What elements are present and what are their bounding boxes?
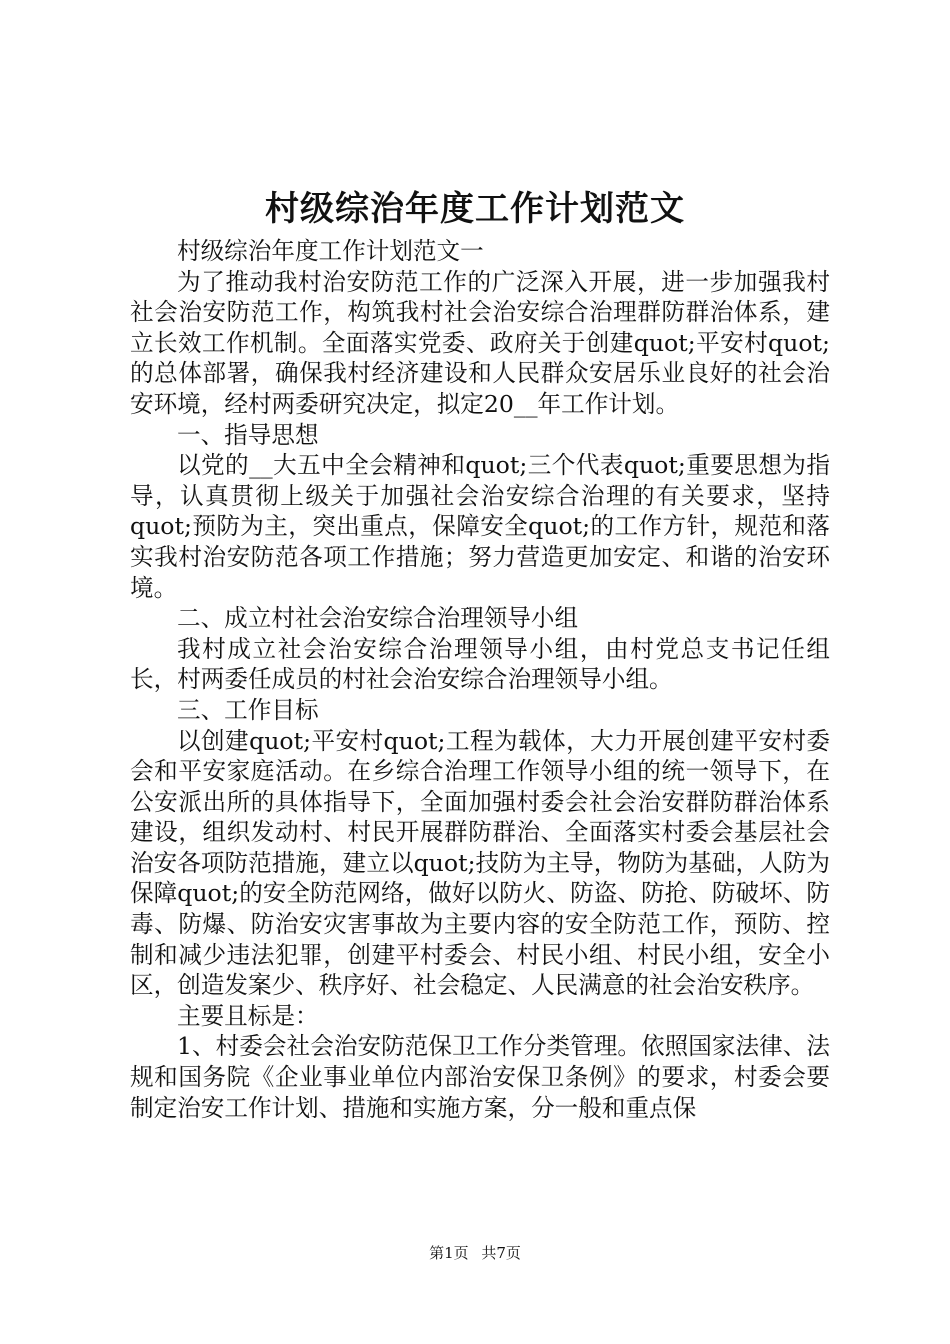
document-title: 村级综治年度工作计划范文 <box>265 189 685 229</box>
section-heading-work-goals: 三、工作目标 <box>177 695 319 724</box>
paragraph-main-goals-label: 主要且标是： <box>177 1001 319 1030</box>
page-number-total: 共7页 <box>481 1244 521 1262</box>
section-heading-guiding-ideology: 一、指导思想 <box>177 420 319 449</box>
paragraph-goal-1: 1、村委会社会治安防范保卫工作分类管理。依照国家法律、法规和国务院《企业事业单位内部治安保卫条例》的要求，村委会要制定治安工作计划、措施和实施方案，分一般和重点保 <box>130 1032 830 1122</box>
paragraph-guiding-ideology: 以党的__大五中全会精神和quot;三个代表quot;重要思想为指导，认真贯彻上级关于加强社会治安综合治理的有关要求，坚持quot;预防为主，突出重点，保障安全quot;的工作方针，规范和落实我村治安防范各项工作措施；努力营造更加安定、和谐的治安环境。 <box>130 451 830 602</box>
page-footer <box>0 1243 950 1263</box>
paragraph-intro: 为了推动我村治安防范工作的广泛深入开展，进一步加强我村社会治安防范工作，构筑我村社会治安综合治理群防群治体系，建立长效工作机制。全面落实党委、政府关于创建quot;平安村quot;的总体部署，确保我村经济建设和人民群众安居乐业良好的社会治安环境，经村两委研究决定，拟定20__年工作计划。 <box>130 267 830 418</box>
document-body <box>130 236 830 1123</box>
paragraph-subtitle: 村级综治年度工作计划范文一 <box>177 237 484 265</box>
section-heading-leadership-group: 二、成立村社会治安综合治理领导小组 <box>177 604 579 633</box>
page-number-current: 第1页 <box>429 1244 469 1262</box>
paragraph-leadership-group: 我村成立社会治安综合治理领导小组，由村党总支书记任组长，村两委任成员的村社会治安综合治理领导小组。 <box>130 634 830 694</box>
paragraph-work-goals: 以创建quot;平安村quot;工程为载体，大力开展创建平安村委会和平安家庭活动。在乡综合治理工作领导小组的统一领导下，在公安派出所的具体指导下，全面加强村委会社会治安群防群治体系建设，组织发动村、村民开展群防群治、全面落实村委会基层社会治安各项防范措施，建立以quot;技防为主导，物防为基础，人防为保障quot;的安全防范网络，做好以防火、防盗、防抢、防破坏、防毒、防爆、防治安灾害事故为主要内容的安全防范工作，预防、控制和减少违法犯罪，创建平村委会、村民小组、村民小组，安全小区，创造发案少、秩序好、社会稳定、人民满意的社会治安秩序。 <box>130 726 830 1000</box>
